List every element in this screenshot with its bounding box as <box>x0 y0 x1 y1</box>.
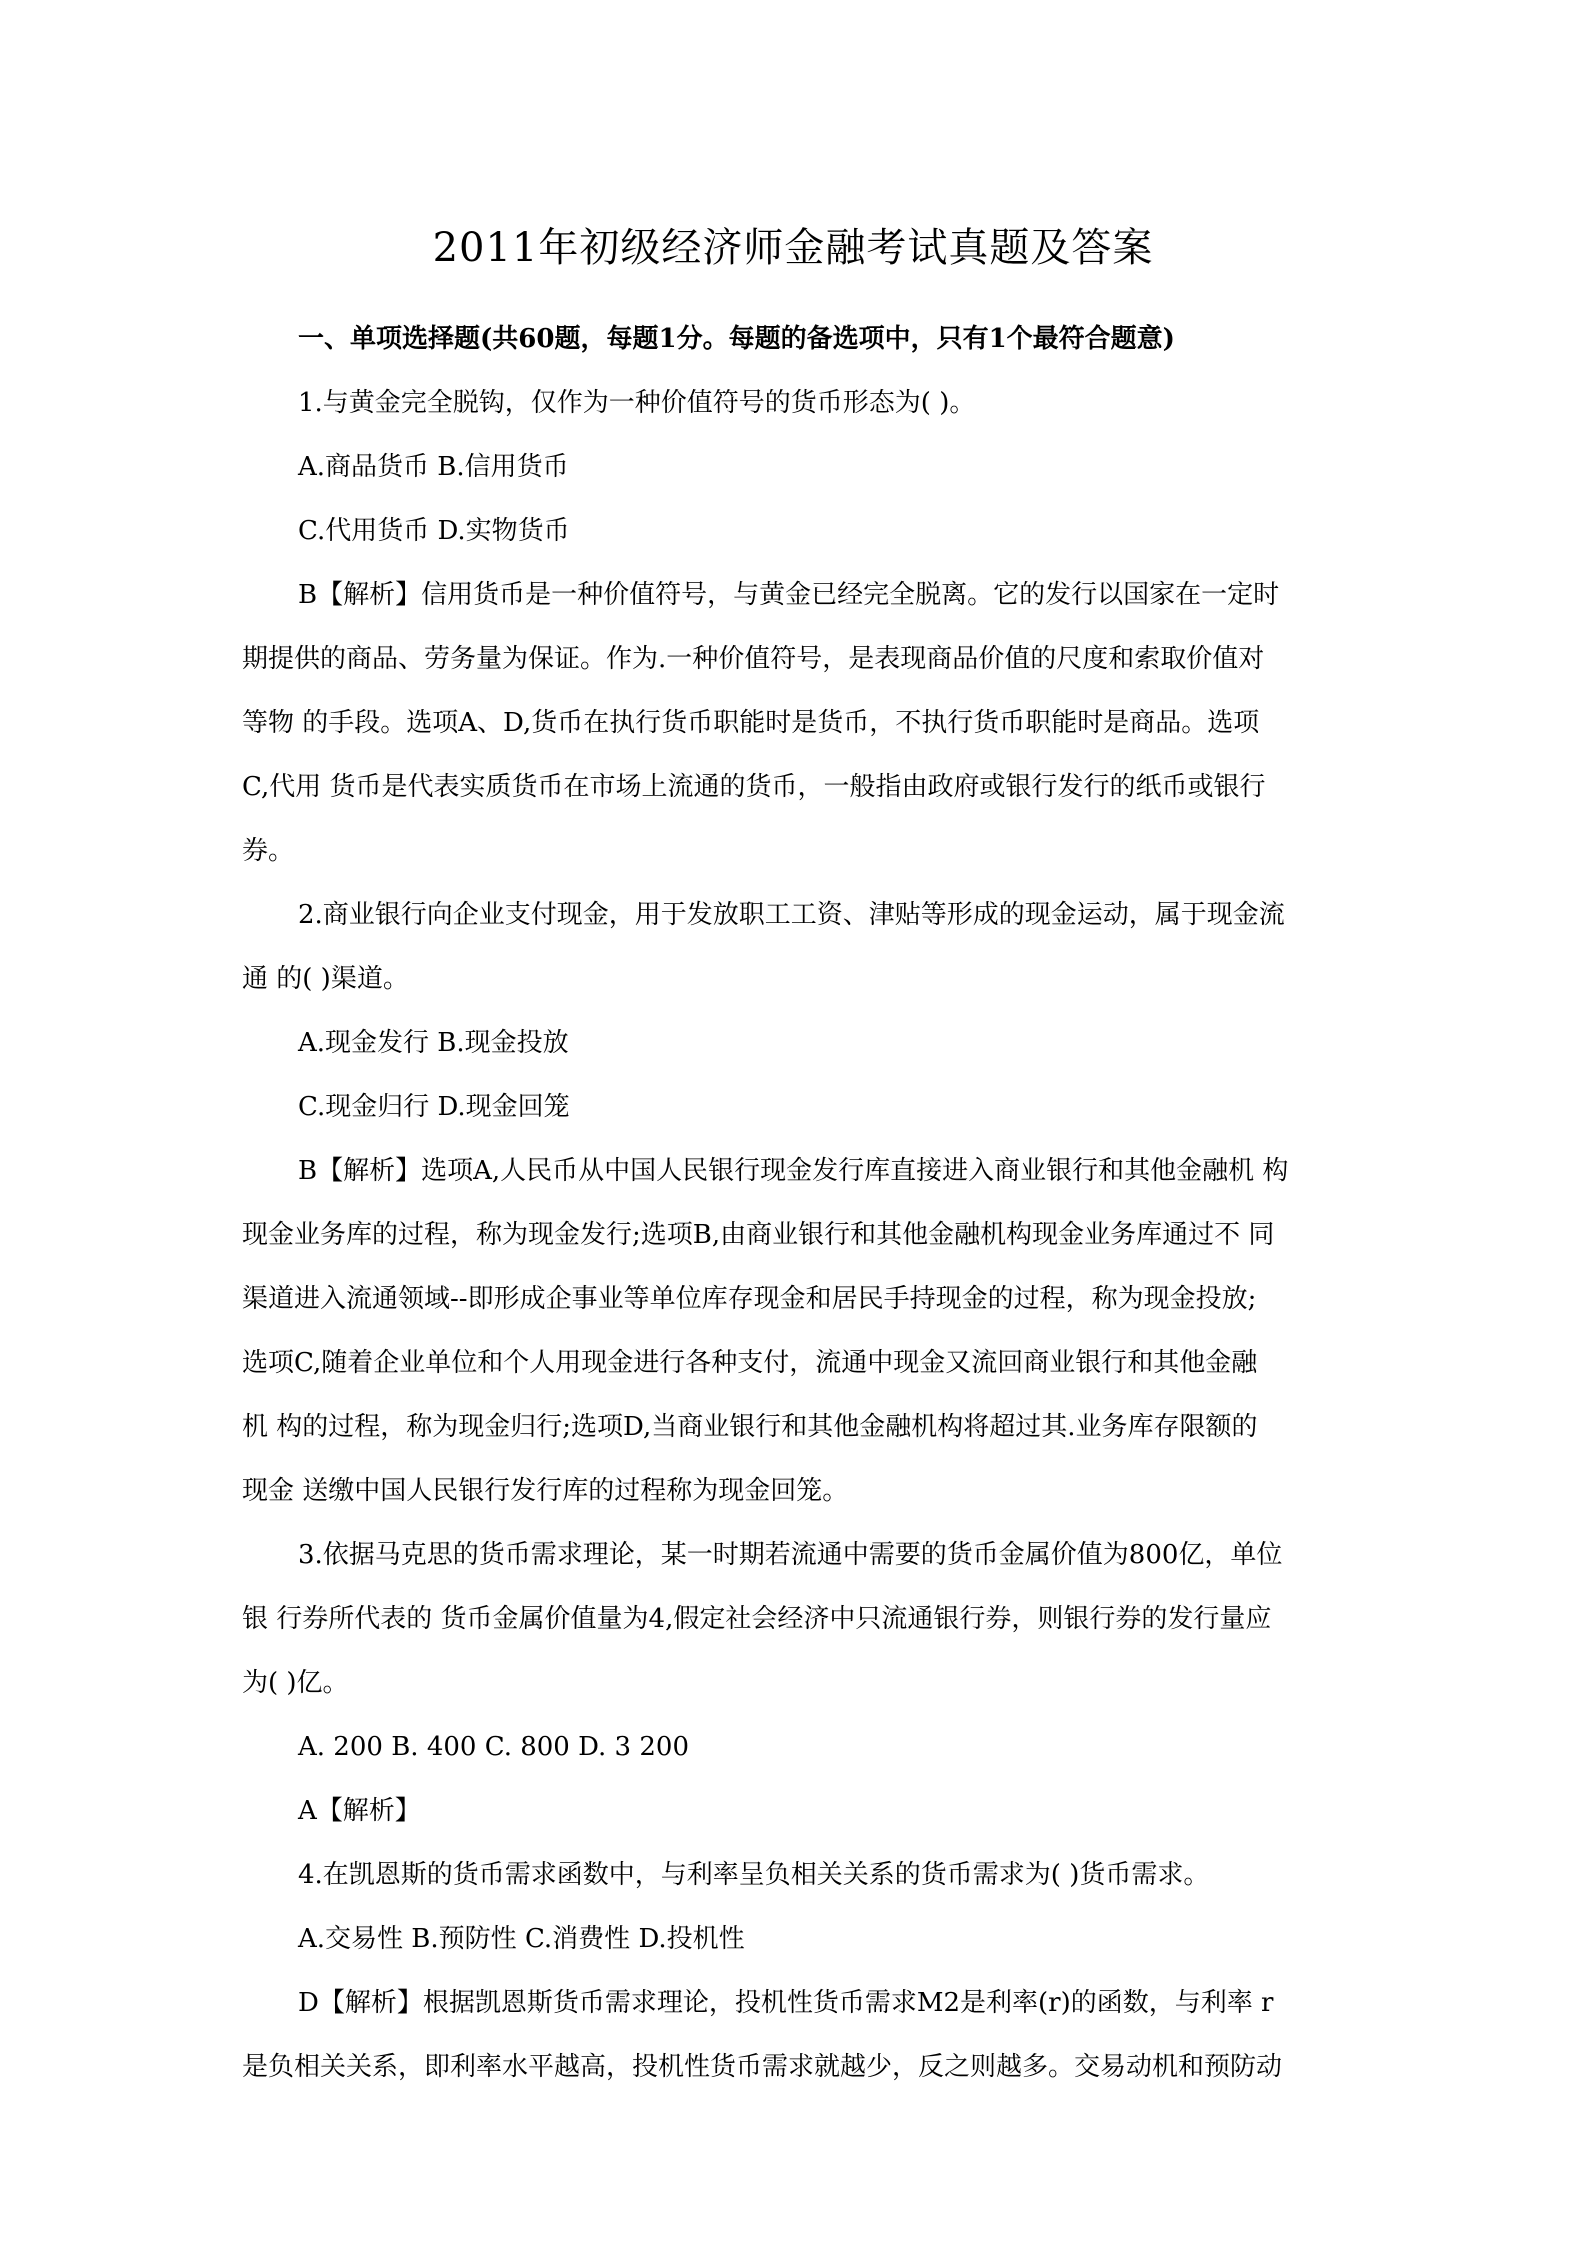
text-line: 银 行券所代表的 货币金属价值量为4,假定社会经济中只流通银行券，则银行券的发行量应 <box>242 1604 1272 1634</box>
text-line: A.商品货币 B.信用货币 <box>298 452 569 482</box>
text-line: A.现金发行 B.现金投放 <box>298 1028 569 1058</box>
text-line: 券。 <box>242 836 295 866</box>
text-line: 现金业务库的过程，称为现金发行;选项B,由商业银行和其他金融机构现金业务库通过不 同 <box>242 1220 1275 1250</box>
text-line: A. 200 B. 400 C. 800 D. 3 200 <box>298 1732 689 1762</box>
text-line: D【解析】根据凯恩斯货币需求理论，投机性货币需求M2是利率(r)的函数，与利率 r <box>298 1988 1274 2018</box>
text-line: 4.在凯恩斯的货币需求函数中，与利率呈负相关关系的货币需求为( )货币需求。 <box>298 1860 1210 1890</box>
section-heading: 一、单项选择题(共60题，每题1分。每题的备选项中，只有1个最符合题意) <box>298 324 1175 354</box>
text-line: 3.依据马克思的货币需求理论，某一时期若流通中需要的货币金属价值为800亿，单位 <box>298 1540 1283 1570</box>
text-line: 期提供的商品、劳务量为保证。作为.一种价值符号，是表现商品价值的尺度和索取价值对 <box>242 644 1265 674</box>
text-line: C,代用 货币是代表实质货币在市场上流通的货币，一般指由政府或银行发行的纸币或银行 <box>242 772 1266 802</box>
document-body <box>242 307 1358 2099</box>
paragraph-lines <box>242 371 1358 2099</box>
text-line: B【解析】选项A,人民币从中国人民银行现金发行库直接进入商业银行和其他金融机 构 <box>298 1156 1289 1186</box>
text-line: 现金 送缴中国人民银行发行库的过程称为现金回笼。 <box>242 1476 849 1506</box>
text-line: 2.商业银行向企业支付现金，用于发放职工工资、津贴等形成的现金运动，属于现金流 <box>298 900 1285 930</box>
document-title: 2011年初级经济师金融考试真题及答案 <box>432 225 1154 271</box>
text-line: 是负相关关系，即利率水平越高，投机性货币需求就越少，反之则越多。交易动机和预防动 <box>242 2052 1283 2082</box>
text-line: 1.与黄金完全脱钩，仅作为一种价值符号的货币形态为( )。 <box>298 388 976 418</box>
text-line: C.代用货币 D.实物货币 <box>298 516 570 546</box>
text-line: 通 的( )渠道。 <box>242 964 409 994</box>
text-line: B【解析】信用货币是一种价值符号，与黄金已经完全脱离。它的发行以国家在一定时 <box>298 580 1280 610</box>
text-line: 等物 的手段。选项A、D,货币在执行货币职能时是货币，不执行货币职能时是商品。选项 <box>242 708 1260 738</box>
text-line: 渠道进入流通领域--即形成企事业等单位库存现金和居民手持现金的过程，称为现金投放; <box>242 1284 1257 1314</box>
text-line: 选项C,随着企业单位和个人用现金进行各种支付，流通中现金又流回商业银行和其他金融 <box>242 1348 1258 1378</box>
text-line: C.现金归行 D.现金回笼 <box>298 1092 570 1122</box>
text-line: A.交易性 B.预防性 C.消费性 D.投机性 <box>298 1924 745 1954</box>
text-line: 机 构的过程，称为现金归行;选项D,当商业银行和其他金融机构将超过其.业务库存限额的 <box>242 1412 1258 1442</box>
text-line: 为( )亿。 <box>242 1668 349 1698</box>
text-line: A【解析】 <box>298 1796 421 1826</box>
